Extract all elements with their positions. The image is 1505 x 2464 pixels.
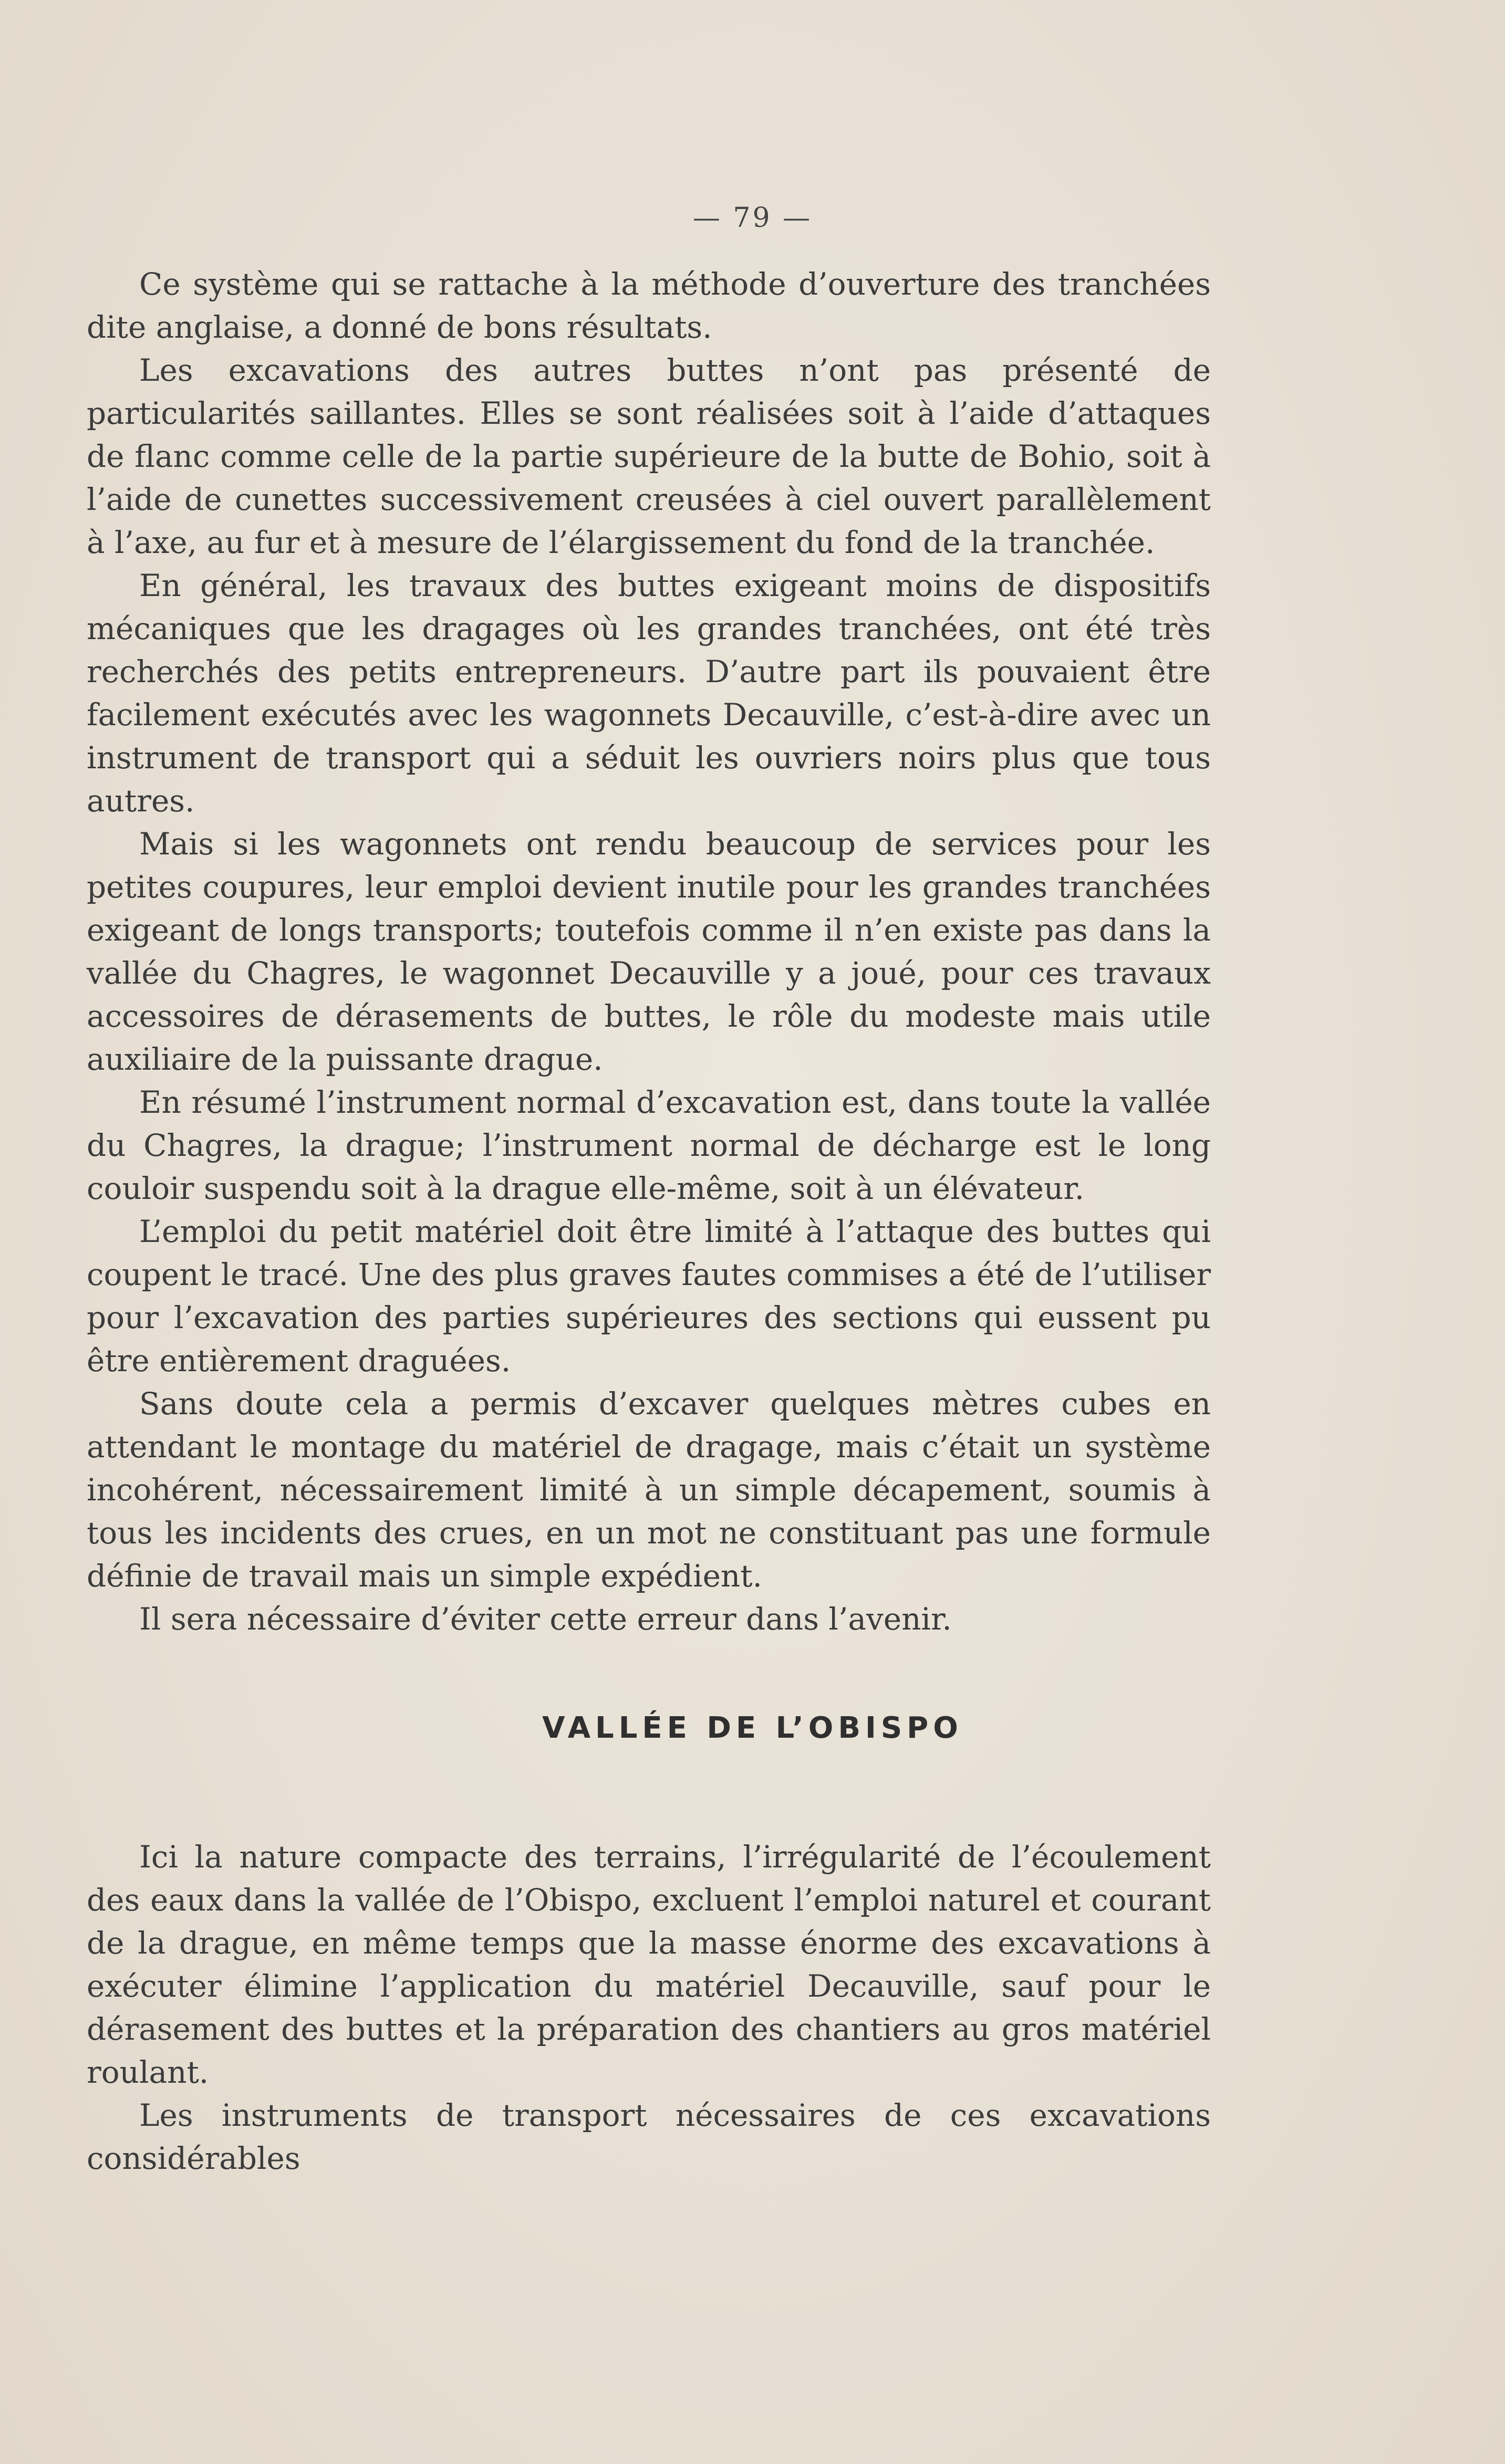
page-number: — 79 — <box>692 202 813 234</box>
paragraph-3: En général, les travaux des buttes exigeant moins de dispositifs mécaniques que les dragages où les grandes tranchées, ont été très recherchés des petits entrepreneurs. D’autre part ils pouvaient être facilement exécutés avec les wagonnets Decauville, c’est-à-dire avec un instrument de transport qui a séduit les ouvriers noirs plus que tous autres. <box>87 568 1211 819</box>
paragraph-6: L’emploi du petit matériel doit être limité à l’attaque des buttes qui coupent le tracé. Une des plus graves fautes commises a été de l’utiliser pour l’excavation des parties supérieures des sections qui eussent pu être entièrement draguées. <box>87 1214 1211 1379</box>
section-paragraph-2: Les instruments de transport nécessaires de ces excavations considérables <box>87 2097 1211 2176</box>
paragraph-8: Il sera nécessaire d’éviter cette erreur dans l’avenir. <box>139 1601 952 1637</box>
paragraph-2: Les excavations des autres buttes n’ont pas présenté de particularités saillantes. Elles se sont réalisées soit à l’aide d’attaques de flanc comme celle de la partie supérieure de la butte de Bohio, soit à l’aide de cunettes successivement creusées à ciel ouvert parallèlement à l’axe, au fur et à mesure de l’élargissement du fond de la tranchée. <box>87 352 1211 560</box>
section-heading: VALLÉE DE L’OBISPO <box>542 1711 963 1745</box>
paragraph-7: Sans doute cela a permis d’excaver quelques mètres cubes en attendant le montage du matériel de dragage, mais c’était un système incohérent, nécessairement limité à un simple décapement, soumis à tous les incidents des crues, en un mot ne constituant pas une formule définie de travail mais un simple expédient. <box>87 1386 1211 1594</box>
section-body-text <box>87 1835 1211 2180</box>
paragraph-4: Mais si les wagonnets ont rendu beaucoup de services pour les petites coupures, leur emploi devient inutile pour les grandes tranchées exigeant de longs transports; toutefois comme il n’en existe pas dans la vallée du Chagres, le wagonnet Decauville y a joué, pour ces travaux accessoires de dérasements de buttes, le rôle du modeste mais utile auxiliaire de la puissante drague. <box>87 826 1211 1077</box>
paragraph-5: En résumé l’instrument normal d’excavation est, dans toute la vallée du Chagres, la drague; l’instrument normal de décharge est le long couloir suspendu soit à la drague elle-même, soit à un élévateur. <box>87 1084 1211 1206</box>
section-paragraph-1: Ici la nature compacte des terrains, l’irrégularité de l’écoulement des eaux dans la vallée de l’Obispo, excluent l’emploi naturel et courant de la drague, en même temps que la masse énorme des excavations à exécuter élimine l’application du matériel Decauville, sauf pour le dérasement des buttes et la préparation des chantiers au gros matériel roulant. <box>87 1839 1211 2090</box>
body-text <box>87 263 1211 1641</box>
paragraph-1: Ce système qui se rattache à la méthode d’ouverture des tranchées dite anglaise, a donné de bons résultats. <box>87 266 1211 345</box>
